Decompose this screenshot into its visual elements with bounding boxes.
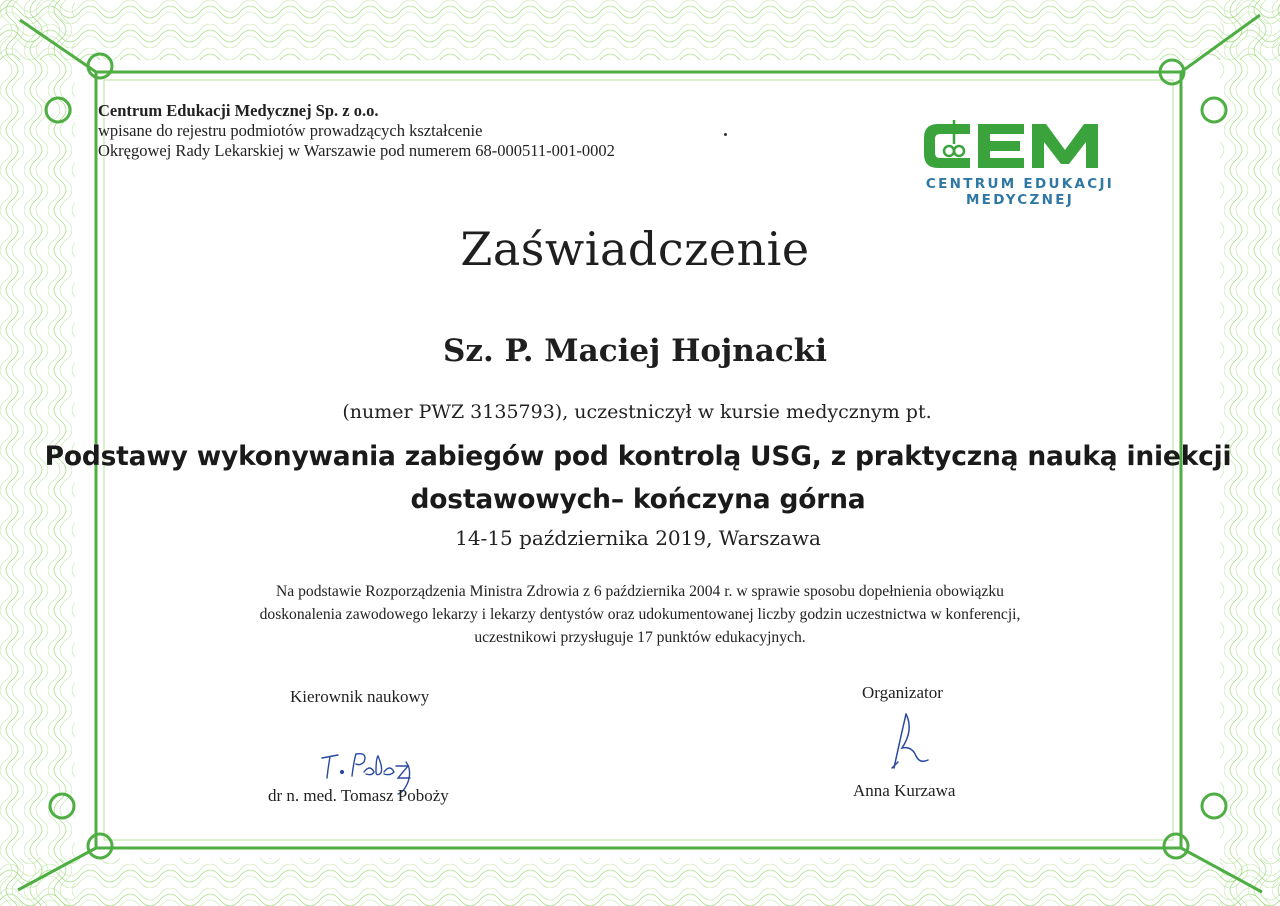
course-title bbox=[40, 435, 1236, 521]
legal-line-1: Na podstawie Rozporządzenia Ministra Zdrowia z 6 października 2004 r. w sprawie sposobu dopełnienia obowiązku bbox=[276, 583, 1004, 600]
issuer-block bbox=[98, 101, 615, 161]
cem-logo-subtitle: CENTRUM EDUKACJI MEDYCZNEJ bbox=[925, 176, 1115, 208]
cem-logo bbox=[870, 118, 1170, 208]
pwz-line: (numer PWZ 3135793), uczestniczył w kursie medycznym pt. bbox=[342, 401, 932, 423]
legal-line-2: doskonalenia zawodowego lekarzy i lekarzy dentystów oraz udokumentowanej liczby godzin uczestnictwa w konferencji, bbox=[259, 606, 1021, 623]
issuer-registry-line: wpisane do rejestru podmiotów prowadzących kształcenie bbox=[98, 121, 483, 140]
issuer-registry-number: Okręgowej Rady Lekarskiej w Warszawie pod numerem 68-000511-001-0002 bbox=[98, 141, 615, 160]
legal-line-3: uczestnikowi przysługuje 17 punktów edukacyjnych. bbox=[474, 629, 806, 646]
organizer-name: Anna Kurzawa bbox=[853, 781, 956, 800]
organizer-signature bbox=[884, 710, 934, 772]
stray-dot bbox=[724, 133, 727, 136]
organizer-label: Organizator bbox=[862, 683, 943, 702]
issuer-name: Centrum Edukacji Medycznej Sp. z o.o. bbox=[98, 101, 379, 120]
scientific-director-name: dr n. med. Tomasz Poboży bbox=[268, 786, 449, 805]
recipient-name: Sz. P. Maciej Hojnacki bbox=[442, 333, 828, 369]
course-dates: 14-15 października 2019, Warszawa bbox=[455, 526, 821, 550]
cem-logo-mark bbox=[920, 118, 1120, 174]
course-title-line-1: Podstawy wykonywania zabiegów pod kontrolą USG, z praktyczną nauką iniekcji bbox=[44, 441, 1232, 472]
certificate-title: Zaświadczenie bbox=[460, 222, 810, 276]
course-title-line-2: dostawowych– kończyna górna bbox=[410, 484, 866, 515]
legal-basis bbox=[150, 580, 1130, 649]
scientific-director-label: Kierownik naukowy bbox=[290, 687, 430, 706]
